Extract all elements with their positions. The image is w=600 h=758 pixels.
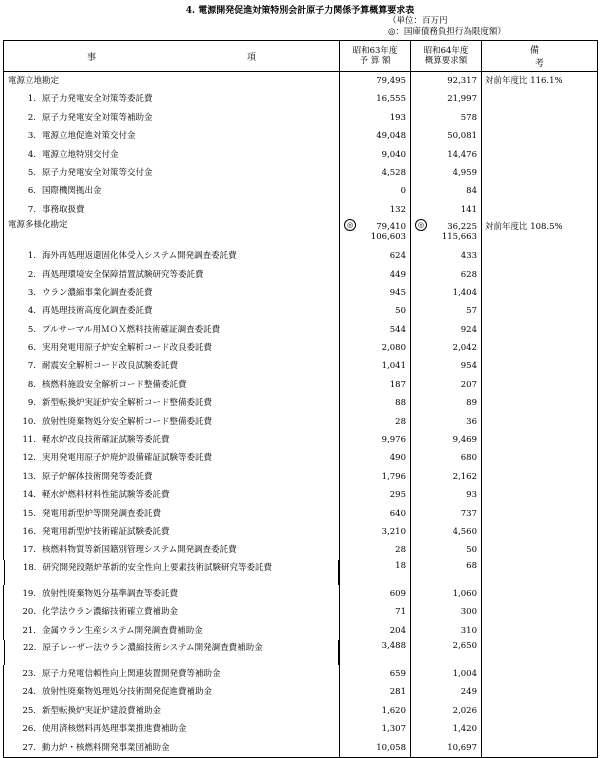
item-number: 5. [27, 324, 36, 335]
item-note [482, 266, 598, 284]
table-row [4, 201, 598, 219]
item-cell [4, 541, 340, 559]
section-prev [340, 219, 411, 247]
header-request [411, 41, 482, 72]
item-request-amount: 9,469 [411, 431, 482, 449]
item-cell [4, 486, 340, 504]
item-prev-amount: 3,488 [340, 640, 411, 665]
item-note [482, 468, 598, 486]
item-name: 化学法ウラン濃縮技術確立費補助金 [42, 607, 179, 618]
item-cell [4, 302, 340, 320]
item-cell [4, 321, 340, 339]
item-prev-amount: 88 [340, 394, 411, 412]
item-request-amount: 10,697 [411, 739, 482, 758]
item-prev-amount: 9,976 [340, 431, 411, 449]
item-name: ウラン濃縮事業化調査委託費 [42, 287, 153, 298]
item-number: 10. [22, 416, 36, 427]
item-note [482, 720, 598, 738]
item-request-amount: 68 [411, 560, 482, 585]
item-cell [4, 720, 340, 738]
table-row [4, 468, 598, 486]
item-cell [4, 164, 340, 182]
table-row [4, 431, 598, 449]
item-cell [4, 201, 340, 219]
item-number: 26. [22, 724, 36, 735]
item-request-amount: 50 [411, 541, 482, 559]
item-name: 電源立地特別交付金 [42, 149, 119, 160]
item-prev-amount: 187 [340, 376, 411, 394]
item-note [482, 683, 598, 701]
item-cell [4, 182, 340, 200]
item-prev-amount: 28 [340, 541, 411, 559]
item-request-amount: 433 [411, 247, 482, 265]
item-request-amount: 207 [411, 376, 482, 394]
table-row [4, 339, 598, 357]
item-request-amount: 93 [411, 486, 482, 504]
table-row [4, 146, 598, 164]
header-item-char-b: 項 [246, 52, 256, 63]
item-cell [4, 603, 340, 621]
item-number: 15. [22, 508, 36, 519]
item-request-amount: 1,404 [411, 284, 482, 302]
table-row [4, 394, 598, 412]
table-row [4, 413, 598, 431]
item-number: 8. [27, 379, 36, 390]
item-cell [4, 357, 340, 375]
section-note: 対前年度比 108.5% [482, 219, 598, 247]
item-name: 金属ウラン生産システム開発調査費補助金 [42, 625, 203, 636]
item-name: 新型転換炉実証炉安全解析コード整備委託費 [42, 398, 213, 409]
table-row [4, 90, 598, 108]
item-prev-amount: 193 [340, 109, 411, 127]
item-name: 海外再処理返還固化体受入システム開発調査委託費 [42, 251, 237, 262]
item-cell [4, 376, 340, 394]
item-number: 21. [22, 625, 36, 636]
header-note [482, 41, 598, 72]
debt-limit-mark: ◎ [344, 219, 356, 231]
item-cell [4, 505, 340, 523]
item-prev-amount: 10,058 [340, 739, 411, 758]
item-note [482, 431, 598, 449]
header-prev-line2: 予 算 額 [359, 56, 391, 66]
debt-limit-note: ◎：国庫債務負担行為限度額） [388, 27, 506, 37]
item-note [482, 413, 598, 431]
item-note [482, 109, 598, 127]
item-note [482, 541, 598, 559]
section-req-debt-limit: 36,225 [447, 222, 477, 233]
item-name: 軽水炉改良技術確証試験等委託費 [42, 435, 170, 446]
item-number: 3. [27, 131, 36, 142]
item-name: 核燃料施設安全解析コード整備委託費 [42, 379, 187, 390]
item-prev-amount: 640 [340, 505, 411, 523]
item-cell [4, 413, 340, 431]
item-prev-amount: 4,528 [340, 164, 411, 182]
item-number: 4. [27, 149, 36, 160]
item-prev-amount: 132 [340, 201, 411, 219]
item-cell [4, 247, 340, 265]
table-row [4, 541, 598, 559]
item-number: 19. [22, 588, 36, 599]
item-request-amount: 4,560 [411, 523, 482, 541]
section-row [4, 219, 598, 247]
item-request-amount: 249 [411, 683, 482, 701]
item-name: 動力炉・核燃料開発事業団補助金 [42, 742, 170, 753]
section-row [4, 72, 598, 91]
table-row [4, 622, 598, 640]
section-req-amount: 115,663 [441, 232, 477, 243]
item-number: 7. [27, 361, 36, 372]
item-name: 原子レーザー法ウラン濃縮技術システム開発調査費補助金 [42, 642, 263, 653]
item-request-amount: 1,060 [411, 585, 482, 603]
item-number: 7. [27, 204, 36, 215]
item-prev-amount: 945 [340, 284, 411, 302]
item-cell [4, 622, 340, 640]
item-name: 放射性廃棄物処分基準調査等委託費 [42, 588, 179, 599]
item-name: 使用済核燃料再処理事業推進費補助金 [42, 724, 187, 735]
item-cell [4, 585, 340, 603]
item-note [482, 146, 598, 164]
item-number: 14. [22, 490, 36, 501]
item-note [482, 449, 598, 467]
item-note [482, 302, 598, 320]
table-row [4, 302, 598, 320]
item-cell [4, 90, 340, 108]
item-cell [4, 339, 340, 357]
item-request-amount: 89 [411, 394, 482, 412]
item-cell [4, 640, 340, 665]
item-cell [4, 109, 340, 127]
item-note [482, 394, 598, 412]
item-note [482, 284, 598, 302]
item-prev-amount: 281 [340, 683, 411, 701]
item-request-amount: 2,042 [411, 339, 482, 357]
section-prev-amount: 106,603 [370, 232, 406, 243]
item-request-amount: 680 [411, 449, 482, 467]
table-row [4, 284, 598, 302]
item-cell [4, 449, 340, 467]
item-prev-amount: 49,048 [340, 127, 411, 145]
item-number: 27. [22, 742, 36, 753]
item-prev-amount: 1,796 [340, 468, 411, 486]
item-name: 放射性廃棄物処理処分技術開発促進費補助金 [42, 687, 213, 698]
unit-note: （単位：百万円 [388, 16, 448, 26]
item-name: 原子力発電信頼性向上関連装置開発費等補助金 [42, 668, 221, 679]
item-request-amount: 578 [411, 109, 482, 127]
item-note [482, 702, 598, 720]
item-name: 原子炉解体技術開発等委託費 [42, 471, 153, 482]
item-cell [4, 523, 340, 541]
item-number: 20. [22, 607, 36, 618]
item-prev-amount: 204 [340, 622, 411, 640]
table-row [4, 164, 598, 182]
item-number: 3. [27, 287, 36, 298]
item-note [482, 376, 598, 394]
item-prev-amount: 1,041 [340, 357, 411, 375]
item-note [482, 640, 598, 665]
item-note [482, 164, 598, 182]
header-req-line2: 概算要求額 [424, 56, 468, 66]
item-prev-amount: 449 [340, 266, 411, 284]
table-row [4, 603, 598, 621]
item-note [482, 560, 598, 585]
header-item [4, 41, 340, 72]
item-request-amount: 1,004 [411, 665, 482, 683]
item-prev-amount: 0 [340, 182, 411, 200]
table-row [4, 683, 598, 701]
item-request-amount: 2,162 [411, 468, 482, 486]
section-prev: 79,495 [340, 72, 411, 91]
item-number: 17. [22, 545, 36, 556]
item-request-amount: 84 [411, 182, 482, 200]
section-note: 対前年度比 116.1% [482, 72, 598, 91]
item-name: 原子力発電安全対策等委託費 [42, 94, 153, 105]
item-prev-amount: 3,210 [340, 523, 411, 541]
item-note [482, 622, 598, 640]
item-cell [4, 431, 340, 449]
table-row [4, 182, 598, 200]
item-note [482, 339, 598, 357]
table-row [4, 321, 598, 339]
item-name: 国際機関拠出金 [42, 186, 102, 197]
item-prev-amount: 16,555 [340, 90, 411, 108]
item-prev-amount: 9,040 [340, 146, 411, 164]
section-request: 92,317 [411, 72, 482, 91]
item-prev-amount: 18 [340, 560, 411, 585]
item-name: 発電用新型炉等開発調査委託費 [42, 508, 162, 519]
item-cell [4, 394, 340, 412]
item-prev-amount: 295 [340, 486, 411, 504]
item-name: 電源立地促進対策交付金 [42, 131, 136, 142]
item-name: 再処理技術高度化調査委託費 [42, 306, 153, 317]
item-number: 1. [27, 94, 36, 105]
item-number: 22. [22, 642, 37, 653]
item-request-amount: 4,959 [411, 164, 482, 182]
item-note [482, 665, 598, 683]
header-note-char-a: 備 [529, 46, 539, 56]
item-cell [4, 702, 340, 720]
item-request-amount: 50,081 [411, 127, 482, 145]
item-number: 2. [27, 112, 36, 123]
item-cell [4, 284, 340, 302]
item-name: 放射性廃棄物処分安全解析コード整備委託費 [42, 416, 213, 427]
item-number: 25. [22, 705, 36, 716]
item-request-amount: 924 [411, 321, 482, 339]
item-name: 軽水炉燃料材料性能試験等委託費 [42, 490, 170, 501]
item-cell [4, 560, 340, 585]
item-note [482, 486, 598, 504]
section-prev-debt-limit: 79,410 [376, 222, 406, 233]
budget-table [3, 40, 598, 758]
table-header-row [4, 41, 598, 72]
item-note [482, 505, 598, 523]
item-cell [4, 266, 340, 284]
item-number: 16. [22, 526, 36, 537]
table-row [4, 357, 598, 375]
item-number: 4. [27, 306, 36, 317]
item-request-amount: 14,476 [411, 146, 482, 164]
item-prev-amount: 624 [340, 247, 411, 265]
item-number: 12. [22, 453, 36, 464]
table-row [4, 449, 598, 467]
header-prev-line1: 昭和63年度 [352, 46, 398, 56]
item-prev-amount: 490 [340, 449, 411, 467]
table-row [4, 266, 598, 284]
table-row [4, 505, 598, 523]
item-number: 6. [27, 186, 36, 197]
item-note [482, 321, 598, 339]
item-request-amount: 57 [411, 302, 482, 320]
item-request-amount: 628 [411, 266, 482, 284]
table-row [4, 720, 598, 738]
item-name: 事務取扱費 [42, 204, 85, 215]
item-prev-amount: 2,080 [340, 339, 411, 357]
item-cell [4, 683, 340, 701]
item-prev-amount: 71 [340, 603, 411, 621]
table-row [4, 585, 598, 603]
header-prev-year [340, 41, 411, 72]
item-name: 実用発電用原子炉廃炉設備確証試験等委託費 [42, 453, 213, 464]
item-number: 11. [22, 435, 36, 446]
table-row [4, 486, 598, 504]
item-prev-amount: 609 [340, 585, 411, 603]
item-request-amount: 310 [411, 622, 482, 640]
item-request-amount: 141 [411, 201, 482, 219]
table-row [4, 665, 598, 683]
item-cell [4, 468, 340, 486]
item-name: 発電用新型炉技術確証試験委託費 [42, 526, 170, 537]
item-note [482, 585, 598, 603]
item-cell [4, 146, 340, 164]
item-name: 耐震安全解析コード改良試験委託費 [42, 361, 179, 372]
item-number: 18. [22, 562, 37, 573]
item-prev-amount: 28 [340, 413, 411, 431]
item-number: 1. [27, 251, 36, 262]
item-note [482, 90, 598, 108]
section-name: 電源立地勘定 [4, 72, 340, 91]
table-row [4, 109, 598, 127]
item-name: 研究開発段階炉革新的安全性向上要素技術試験研究等委託費 [42, 562, 273, 573]
item-name: 核燃料物質等新国籍別管理システム開発調査委託費 [42, 545, 237, 556]
item-number: 5. [27, 167, 36, 178]
item-note [482, 182, 598, 200]
item-name: 原子力発電安全対策等補助金 [42, 112, 153, 123]
item-note [482, 357, 598, 375]
item-number: 9. [27, 398, 36, 409]
table-row [4, 702, 598, 720]
table-row [4, 560, 598, 585]
item-prev-amount: 1,620 [340, 702, 411, 720]
item-note [482, 603, 598, 621]
item-request-amount: 2,026 [411, 702, 482, 720]
item-prev-amount: 50 [340, 302, 411, 320]
table-row [4, 247, 598, 265]
item-request-amount: 36 [411, 413, 482, 431]
table-row [4, 523, 598, 541]
item-name: 新型転換炉実証炉建設費補助金 [42, 705, 162, 716]
item-prev-amount: 544 [340, 321, 411, 339]
item-number: 24. [22, 687, 36, 698]
item-cell [4, 127, 340, 145]
item-request-amount: 737 [411, 505, 482, 523]
item-note [482, 523, 598, 541]
item-name: プルサーマル用ＭＯＸ燃料技術確証調査委託費 [42, 324, 221, 335]
item-note [482, 127, 598, 145]
item-request-amount: 954 [411, 357, 482, 375]
header-item-char-a: 事 [86, 52, 96, 63]
item-prev-amount: 1,307 [340, 720, 411, 738]
debt-limit-mark: ◎ [415, 219, 427, 231]
item-number: 23. [22, 668, 36, 679]
item-name: 実用発電用原子炉安全解析コード改良委託費 [42, 343, 213, 354]
item-request-amount: 2,650 [411, 640, 482, 665]
item-name: 再処理環境安全保障措置試験研究等委託費 [42, 269, 204, 280]
section-request [411, 219, 482, 247]
document-title: 4. 電源開発促進対策特別会計原子力関係予算概算要求表 [185, 6, 415, 16]
item-request-amount: 21,997 [411, 90, 482, 108]
item-name: 原子力発電安全対策等交付金 [42, 167, 153, 178]
item-cell [4, 665, 340, 683]
header-req-line1: 昭和64年度 [423, 46, 469, 56]
item-request-amount: 300 [411, 603, 482, 621]
table-row [4, 127, 598, 145]
table-row [4, 376, 598, 394]
header-note-char-b: 考 [534, 59, 544, 69]
item-note [482, 201, 598, 219]
section-name: 電源多様化勘定 [4, 219, 340, 247]
table-row [4, 640, 598, 665]
item-number: 6. [27, 343, 36, 354]
item-prev-amount: 659 [340, 665, 411, 683]
item-number: 2. [27, 269, 36, 280]
item-number: 13. [22, 471, 36, 482]
item-request-amount: 1,420 [411, 720, 482, 738]
item-note [482, 247, 598, 265]
